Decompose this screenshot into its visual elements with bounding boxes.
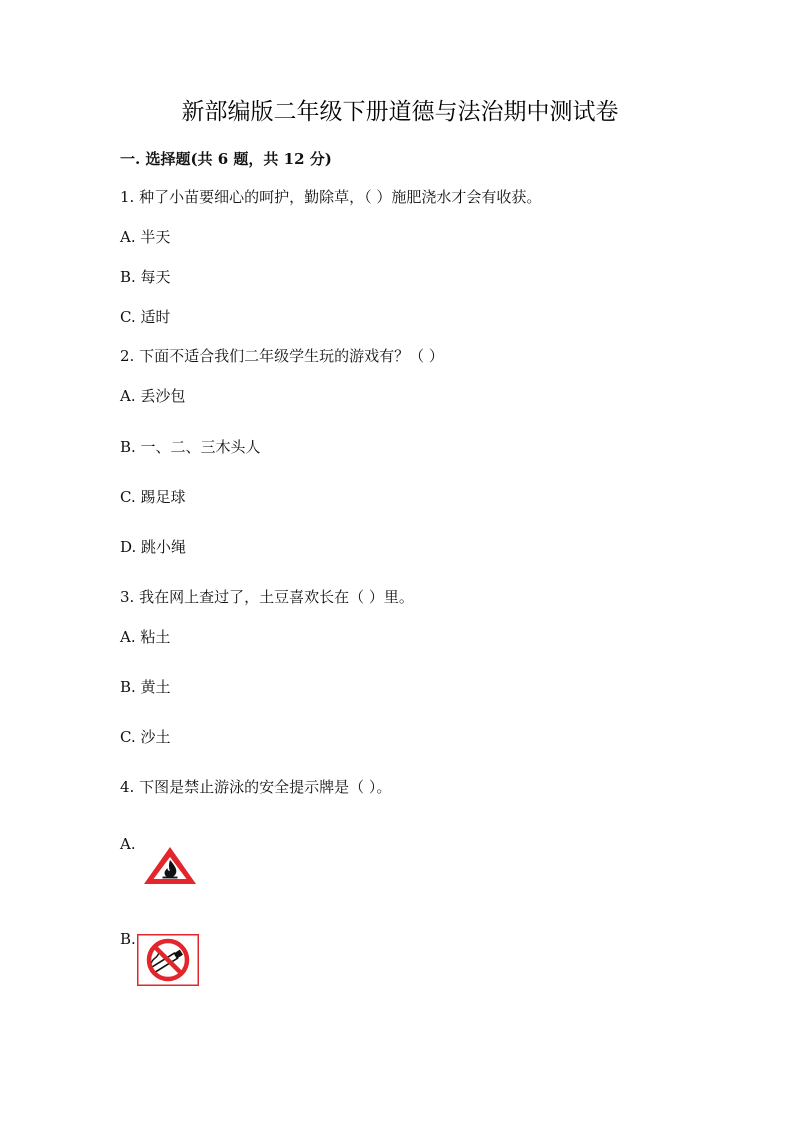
question-2-option-b: B. 一、二、三木头人 bbox=[120, 438, 261, 456]
page-title: 新部编版二年级下册道德与法治期中测试卷 bbox=[181, 99, 619, 125]
question-2-option-c: C. 踢足球 bbox=[120, 488, 186, 506]
question-3-option-c: C. 沙土 bbox=[120, 728, 171, 746]
question-2-option-a: A. 丢沙包 bbox=[120, 387, 186, 405]
question-2-stem: 2. 下面不适合我们二年级学生玩的游戏有？（ ） bbox=[120, 347, 444, 365]
section-heading: 一. 选择题(共 6 题，共 12 分) bbox=[120, 150, 332, 168]
no-smoking-icon bbox=[137, 934, 199, 986]
question-1-option-c: C. 适时 bbox=[120, 308, 171, 326]
question-3-option-b: B. 黄土 bbox=[120, 678, 171, 696]
question-1-option-a: A. 半天 bbox=[120, 228, 171, 246]
flammable-warning-icon bbox=[140, 842, 200, 888]
question-4-option-a: A. bbox=[120, 835, 136, 853]
question-4-stem: 4. 下图是禁止游泳的安全提示牌是（ ）。 bbox=[120, 778, 392, 796]
question-1-stem: 1. 种了小苗要细心的呵护，勤除草，（ ）施肥浇水才会有收获。 bbox=[120, 188, 542, 206]
question-2-option-d: D. 跳小绳 bbox=[120, 538, 187, 556]
question-4-option-b: B. bbox=[120, 930, 136, 948]
question-1-option-b: B. 每天 bbox=[120, 268, 171, 286]
question-3-stem: 3. 我在网上查过了，土豆喜欢长在（ ）里。 bbox=[120, 588, 414, 606]
question-3-option-a: A. 粘土 bbox=[120, 628, 171, 646]
